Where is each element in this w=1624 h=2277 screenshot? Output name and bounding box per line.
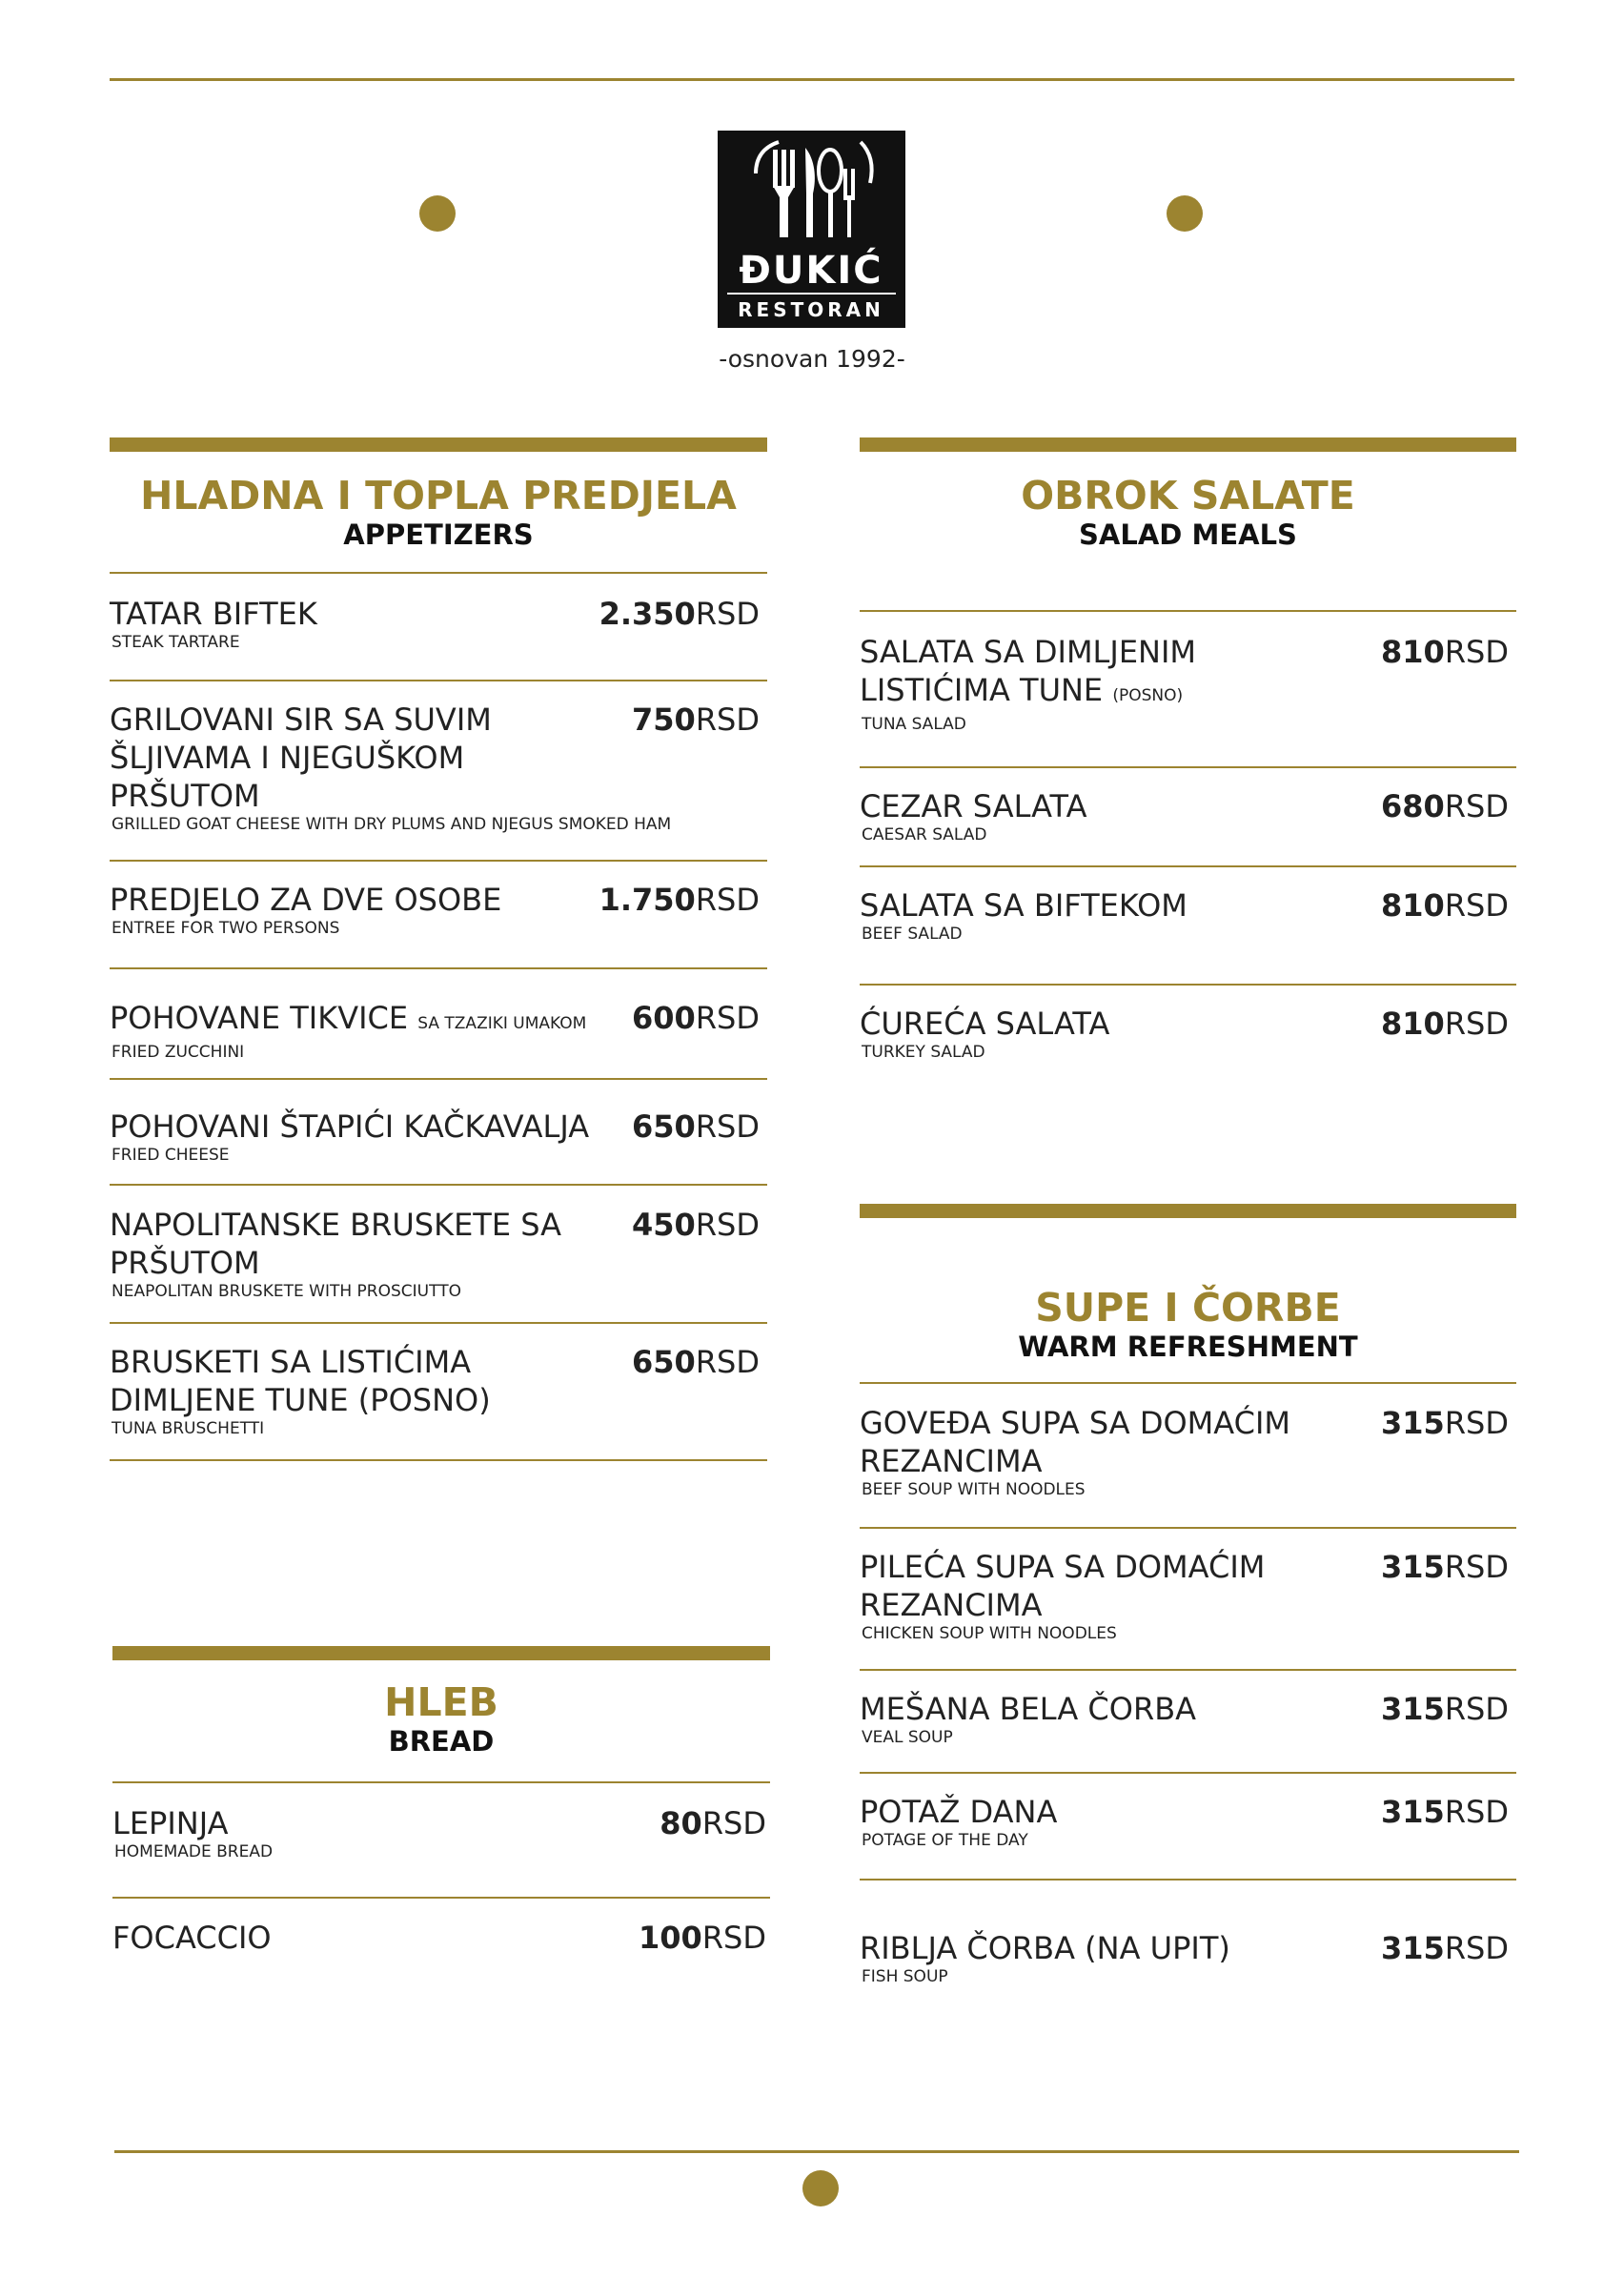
menu-item [110, 701, 767, 834]
item-price: 315RSD [1381, 1794, 1509, 1830]
item-divider [110, 1459, 767, 1461]
item-price: 1.750RSD [599, 882, 760, 918]
item-divider [860, 1527, 1516, 1529]
section-bar [860, 437, 1516, 452]
section-subtitle: APPETIZERS [343, 518, 534, 551]
section-rule [860, 610, 1516, 612]
item-english: VEAL SOUP [862, 1728, 953, 1747]
item-price: 100RSD [639, 1920, 766, 1956]
item-note: SA TZAZIKI UMAKOM [417, 1014, 587, 1033]
item-english: POTAGE OF THE DAY [862, 1831, 1028, 1850]
item-english: TURKEY SALAD [862, 1043, 985, 1062]
item-divider [110, 1184, 767, 1186]
item-price: 650RSD [632, 1344, 760, 1380]
item-english: BEEF SALAD [862, 925, 963, 944]
item-name: POHOVANI ŠTAPIĆI KAČKAVALJA [110, 1108, 590, 1145]
item-note: (POSNO) [1112, 686, 1184, 705]
item-name: PILEĆA SUPA SA DOMAĆIM REZANCIMA [860, 1549, 1266, 1623]
item-price: 810RSD [1381, 887, 1509, 924]
section-rule [110, 572, 767, 574]
item-price: 810RSD [1381, 634, 1509, 670]
menu-item [860, 1005, 1516, 1062]
section-soups [860, 1204, 1516, 2014]
item-name: LEPINJA [112, 1805, 229, 1841]
decorative-dot-right [1167, 195, 1203, 232]
item-divider [110, 1322, 767, 1324]
menu-item [860, 1793, 1516, 1850]
item-price: 600RSD [632, 1000, 760, 1036]
item-divider [860, 1879, 1516, 1881]
menu-item [860, 1929, 1516, 1986]
top-divider [110, 78, 1514, 81]
item-name: POHOVANE TIKVICE SA TZAZIKI UMAKOM [110, 1000, 587, 1036]
item-price: 315RSD [1381, 1930, 1509, 1966]
section-bar [110, 437, 767, 452]
item-english: CAESAR SALAD [862, 825, 987, 844]
item-name: GRILOVANI SIR SA SUVIM ŠLJIVAMA I NJEGUŠKOM PRŠUTOM [110, 701, 492, 814]
menu-item [112, 1804, 770, 1861]
cutlery-icon [718, 131, 905, 328]
founded-year: -osnovan 1992- [719, 345, 905, 373]
item-price: 315RSD [1381, 1691, 1509, 1727]
item-english: CHICKEN SOUP WITH NOODLES [862, 1624, 1117, 1643]
menu-item [860, 633, 1516, 734]
menu-item [860, 787, 1516, 844]
menu-item [860, 1404, 1516, 1499]
item-price: 315RSD [1381, 1405, 1509, 1441]
item-price: 650RSD [632, 1108, 760, 1145]
item-english: STEAK TARTARE [112, 633, 240, 652]
item-english: TUNA BRUSCHETTI [112, 1419, 265, 1438]
item-divider [860, 1669, 1516, 1671]
item-name: RIBLJA ČORBA (NA UPIT) [860, 1930, 1230, 1966]
section-subtitle: BREAD [388, 1725, 495, 1758]
decorative-dot-bottom [802, 2170, 839, 2206]
restaurant-logo [718, 131, 905, 328]
item-divider [110, 967, 767, 969]
item-price: 315RSD [1381, 1549, 1509, 1585]
item-divider [860, 1772, 1516, 1774]
menu-item [110, 1108, 767, 1165]
bottom-divider [114, 2150, 1519, 2153]
logo-name: ĐUKIĆ [739, 249, 883, 293]
item-english: GRILLED GOAT CHEESE WITH DRY PLUMS AND NJEGUS SMOKED HAM [112, 815, 672, 834]
item-english: TUNA SALAD [862, 715, 966, 734]
section-subtitle: WARM REFRESHMENT [1018, 1331, 1358, 1363]
section-appetizers [110, 437, 767, 1467]
menu-item [110, 881, 767, 938]
item-name: POTAŽ DANA [860, 1794, 1058, 1830]
section-title: SUPE I ČORBE [1035, 1285, 1341, 1331]
menu-item [110, 999, 767, 1062]
decorative-dot-left [419, 195, 456, 232]
item-name: TATAR BIFTEK [110, 596, 317, 632]
item-name: FOCACCIO [112, 1920, 272, 1956]
item-english: BEEF SOUP WITH NOODLES [862, 1480, 1086, 1499]
logo-sub: RESTORAN [738, 298, 884, 321]
item-divider [860, 865, 1516, 867]
item-name: CEZAR SALATA [860, 788, 1087, 824]
item-name: SALATA SA BIFTEKOM [860, 887, 1188, 924]
section-bar [112, 1646, 770, 1660]
item-english: FISH SOUP [862, 1967, 948, 1986]
item-name: BRUSKETI SA LISTIĆIMA DIMLJENE TUNE (POSNO) [110, 1344, 491, 1418]
menu-item [860, 1690, 1516, 1747]
section-bar [860, 1204, 1516, 1218]
item-english: FRIED ZUCCHINI [112, 1043, 245, 1062]
menu-item [860, 886, 1516, 944]
item-price: 80RSD [660, 1805, 766, 1841]
section-salads [860, 437, 1516, 1067]
section-rule [860, 1382, 1516, 1384]
section-title: HLADNA I TOPLA PREDJELA [140, 473, 737, 518]
item-name: ĆUREĆA SALATA [860, 1006, 1110, 1042]
item-name: MEŠANA BELA ČORBA [860, 1691, 1197, 1727]
menu-item [110, 1343, 767, 1438]
menu-item [860, 1548, 1516, 1643]
item-price: 810RSD [1381, 1006, 1509, 1042]
item-english: HOMEMADE BREAD [114, 1842, 274, 1861]
item-divider [860, 984, 1516, 986]
item-price: 750RSD [632, 701, 760, 738]
item-price: 450RSD [632, 1207, 760, 1243]
section-title: HLEB [384, 1679, 498, 1725]
menu-item [110, 1206, 767, 1301]
item-divider [110, 860, 767, 862]
item-english: NEAPOLITAN BRUSKETE WITH PROSCIUTTO [112, 1282, 461, 1301]
item-divider [110, 680, 767, 681]
item-name: GOVEĐA SUPA SA DOMAĆIM REZANCIMA [860, 1405, 1290, 1479]
section-subtitle: SALAD MEALS [1079, 518, 1297, 551]
menu-item [112, 1919, 770, 1957]
item-english: ENTREE FOR TWO PERSONS [112, 919, 340, 938]
item-english: FRIED CHEESE [112, 1146, 230, 1165]
item-divider [860, 766, 1516, 768]
item-divider [112, 1897, 770, 1899]
item-price: 2.350RSD [599, 596, 760, 632]
item-divider [110, 1078, 767, 1080]
item-name: SALATA SA DIMLJENIM LISTIĆIMA TUNE (POSNO) [860, 634, 1197, 708]
menu-item [110, 595, 767, 652]
section-title: OBROK SALATE [1021, 473, 1355, 518]
item-name: NAPOLITANSKE BRUSKETE SA PRŠUTOM [110, 1207, 562, 1281]
section-rule [112, 1781, 770, 1783]
item-price: 680RSD [1381, 788, 1509, 824]
item-name: PREDJELO ZA DVE OSOBE [110, 882, 502, 918]
section-bread [112, 1646, 770, 1970]
